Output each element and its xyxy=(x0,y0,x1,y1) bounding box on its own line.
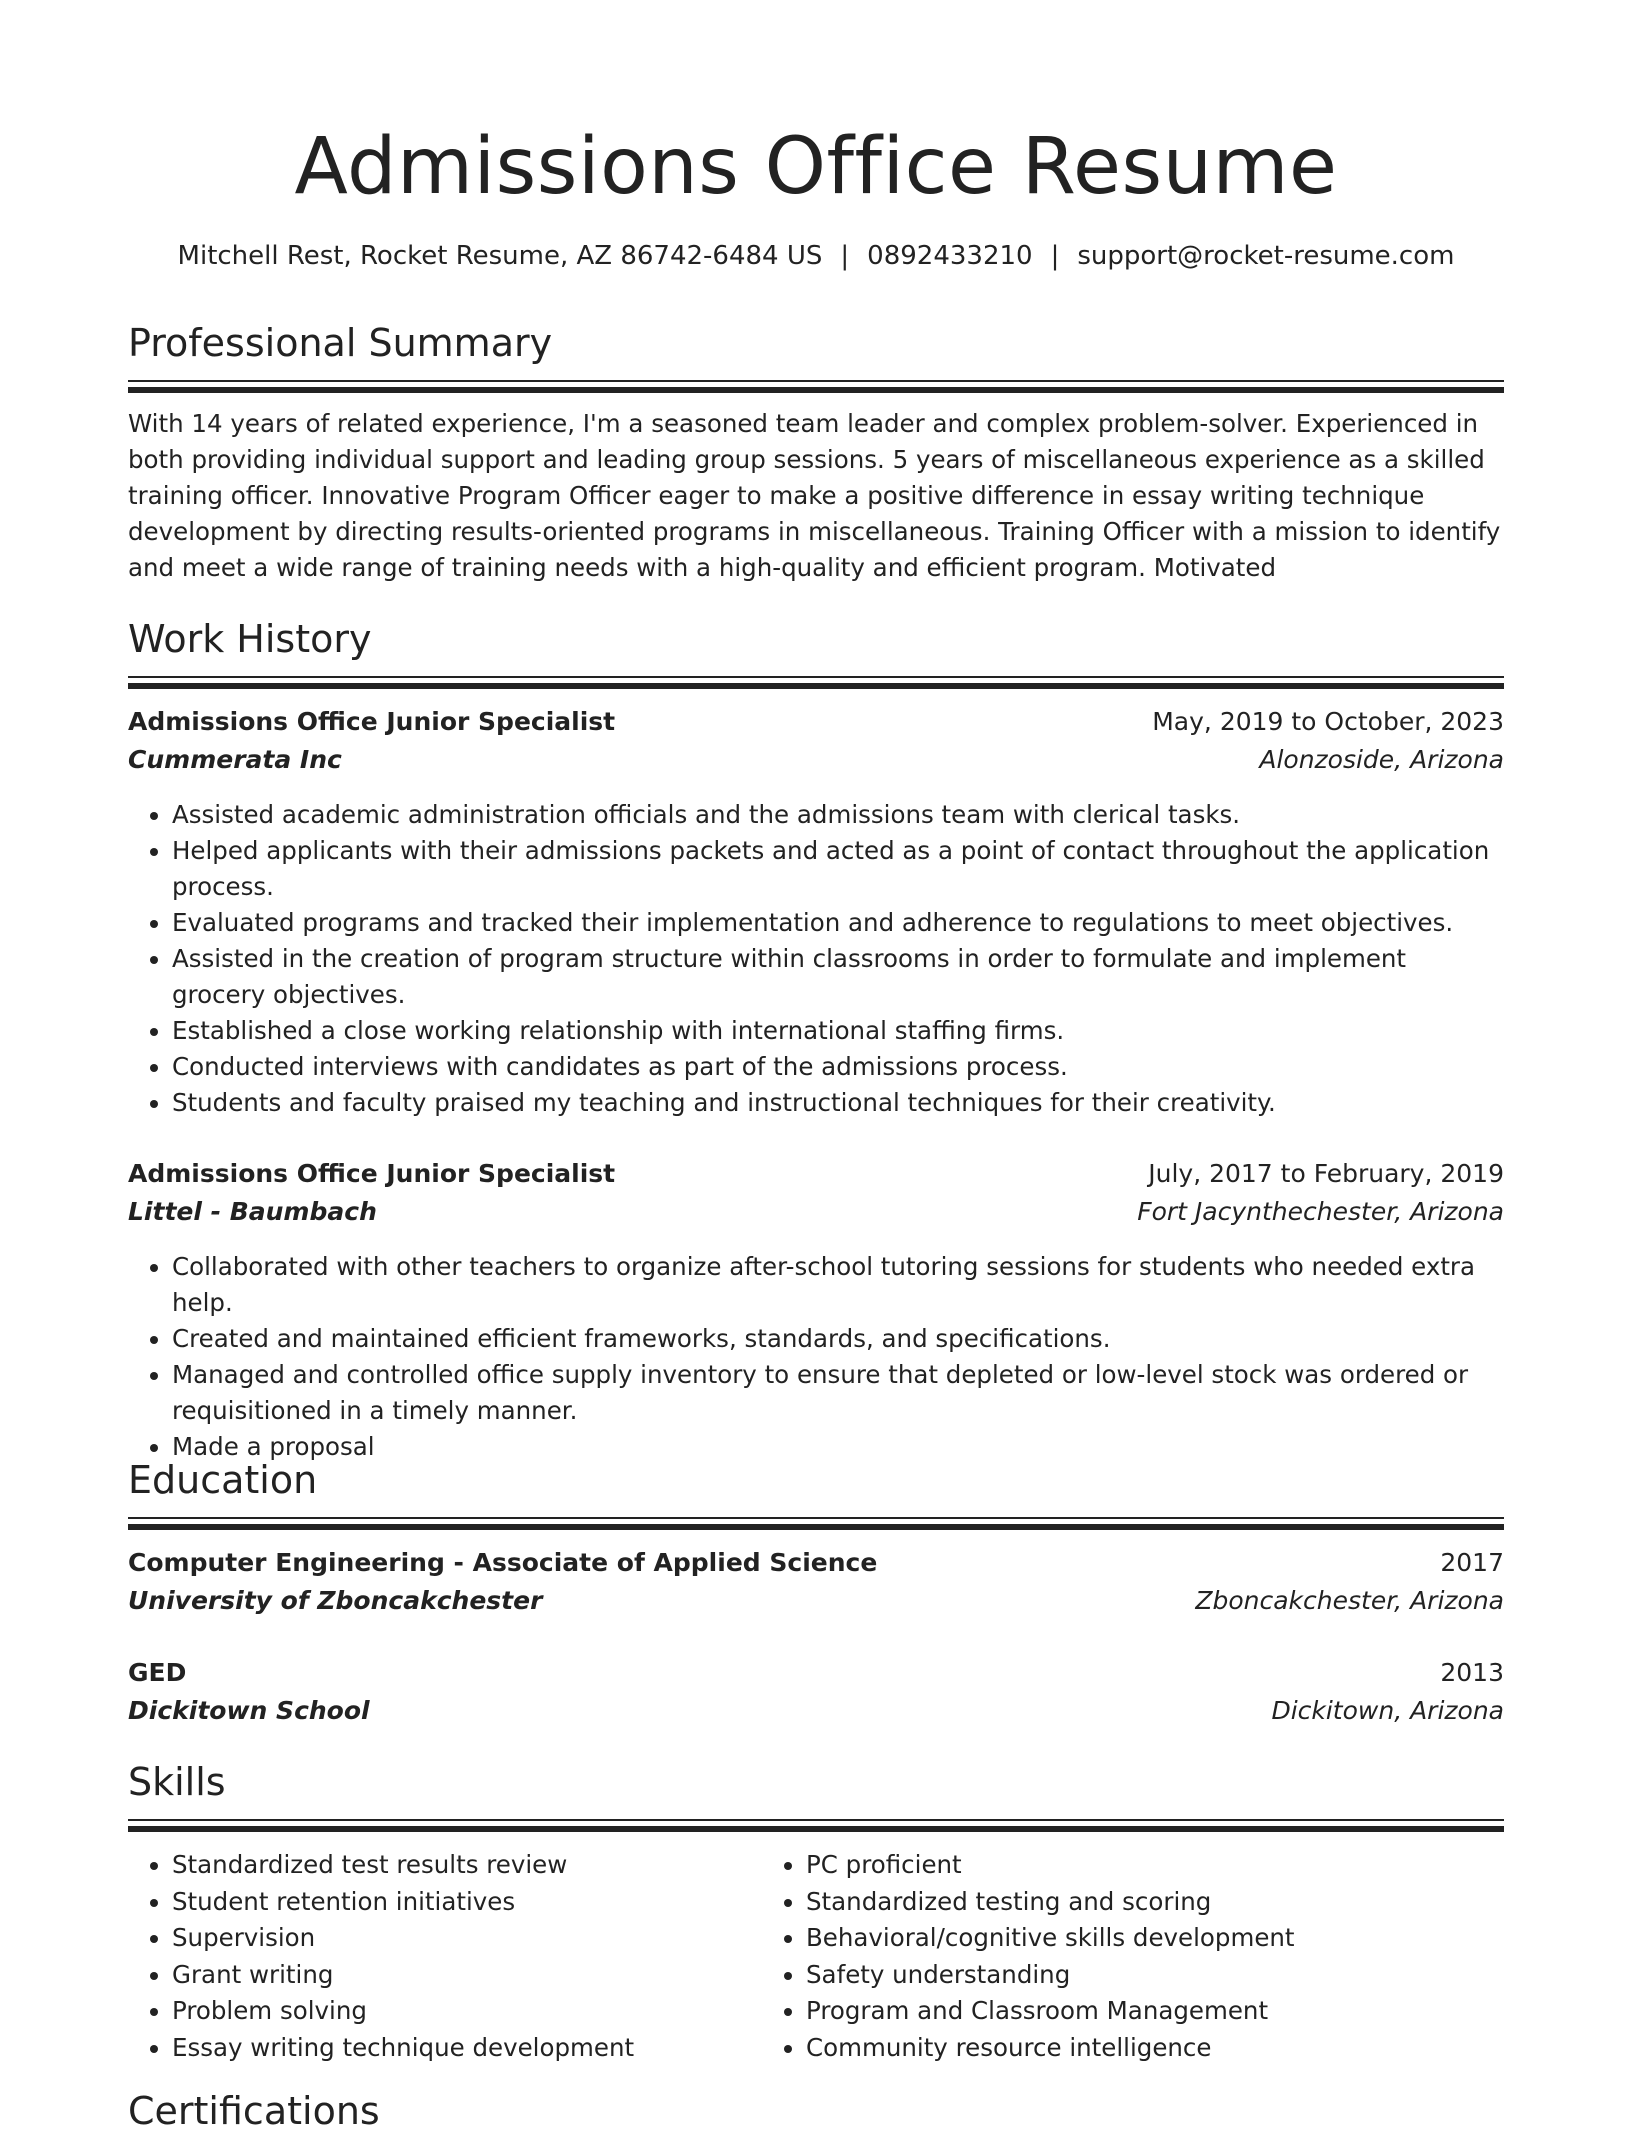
education-header-row xyxy=(128,1654,1504,1692)
job-entry xyxy=(128,1155,1504,1465)
list-item: • Made a proposal xyxy=(172,1429,1504,1465)
job-title: Admissions Office Junior Specialist xyxy=(128,707,616,736)
section-divider xyxy=(128,1524,1504,1530)
section-divider xyxy=(128,1517,1504,1519)
job-company-row xyxy=(128,1193,1504,1231)
skill-item: • Program and Classroom Management xyxy=(806,1993,1396,2030)
list-item: • Conducted interviews with candidates as part of the admissions process. xyxy=(172,1049,1504,1085)
skill-item: • Problem solving xyxy=(172,1993,762,2030)
summary-heading: Professional Summary xyxy=(128,321,553,365)
resume-title: Admissions Office Resume xyxy=(294,122,1338,212)
education-degree: Computer Engineering - Associate of Applied Science xyxy=(128,1548,878,1577)
skill-item: • Behavioral/cognitive skills development xyxy=(806,1920,1396,1957)
skill-item: • Standardized test results review xyxy=(172,1847,762,1884)
skill-item: • Standardized testing and scoring xyxy=(806,1884,1396,1921)
education-heading: Education xyxy=(128,1458,318,1502)
summary-section-header xyxy=(128,318,1504,393)
skills-section-header xyxy=(128,1757,1504,1832)
section-divider xyxy=(128,380,1504,382)
skills-list xyxy=(128,1847,1504,2066)
education-entry xyxy=(128,1654,1504,1730)
skill-item: • PC proficient xyxy=(806,1847,1396,1884)
education-year: 2013 xyxy=(1440,1658,1504,1687)
education-location: Dickitown, Arizona xyxy=(1271,1696,1504,1725)
education-section-header xyxy=(128,1455,1504,1530)
contact-email[interactable]: support@rocket-resume.com xyxy=(1077,241,1455,271)
section-divider xyxy=(128,676,1504,678)
list-item: • Established a close working relationship with international staffing firms. xyxy=(172,1013,1504,1049)
list-item: • Helped applicants with their admissions packets and acted as a point of contact throughout the application process. xyxy=(172,833,1504,905)
skills-column-left xyxy=(128,1847,762,2066)
skill-item: • Grant writing xyxy=(172,1957,762,1994)
education-school: University of Zboncakchester xyxy=(128,1586,543,1615)
job-company: Cummerata Inc xyxy=(128,745,342,774)
job-header-row xyxy=(128,1155,1504,1193)
list-item: • Assisted academic administration officials and the admissions team with clerical tasks. xyxy=(172,797,1504,833)
job-company: Littel - Baumbach xyxy=(128,1197,377,1226)
section-divider xyxy=(128,1819,1504,1821)
job-entry xyxy=(128,703,1504,1121)
section-divider xyxy=(128,683,1504,689)
list-item: • Evaluated programs and tracked their implementation and adherence to regulations to meet objectives. xyxy=(172,905,1504,941)
skills-heading: Skills xyxy=(128,1760,226,1804)
skill-item: • Supervision xyxy=(172,1920,762,1957)
list-item: • Created and maintained efficient frameworks, standards, and specifications. xyxy=(172,1321,1504,1357)
work-section-header xyxy=(128,614,1504,689)
education-degree: GED xyxy=(128,1658,187,1687)
education-school-row xyxy=(128,1582,1504,1620)
list-item: • Managed and controlled office supply inventory to ensure that depleted or low-level stock was ordered or requisitioned in a timely manner. xyxy=(172,1357,1504,1429)
skill-item: • Community resource intelligence xyxy=(806,2030,1396,2067)
contact-separator: | xyxy=(1050,241,1060,271)
job-location: Fort Jacynthechester, Arizona xyxy=(1137,1197,1504,1226)
list-item: • Collaborated with other teachers to organize after-school tutoring sessions for students who needed extra help. xyxy=(172,1249,1504,1321)
list-item: • Students and faculty praised my teaching and instructional techniques for their creativity. xyxy=(172,1085,1504,1121)
education-school-row xyxy=(128,1692,1504,1730)
contact-address: Mitchell Rest, Rocket Resume, AZ 86742-6484 US xyxy=(177,241,823,271)
contact-phone: 0892433210 xyxy=(867,241,1033,271)
skill-item: • Student retention initiatives xyxy=(172,1884,762,1921)
education-location: Zboncakchester, Arizona xyxy=(1195,1586,1504,1615)
education-entry xyxy=(128,1544,1504,1620)
job-bullets xyxy=(128,797,1504,1121)
section-divider xyxy=(128,387,1504,393)
skills-column-right xyxy=(762,1847,1396,2066)
certifications-heading: Certifications xyxy=(128,2089,380,2133)
job-company-row xyxy=(128,741,1504,779)
contact-line xyxy=(128,238,1504,274)
section-divider xyxy=(128,1826,1504,1832)
list-item: • Assisted in the creation of program structure within classrooms in order to formulate and implement grocery objectives. xyxy=(172,941,1504,1013)
work-heading: Work History xyxy=(128,617,372,661)
job-header-row xyxy=(128,703,1504,741)
education-school: Dickitown School xyxy=(128,1696,370,1725)
education-header-row xyxy=(128,1544,1504,1582)
education-year: 2017 xyxy=(1440,1548,1504,1577)
skill-item: • Essay writing technique development xyxy=(172,2030,762,2067)
job-bullets xyxy=(128,1249,1504,1465)
job-location: Alonzoside, Arizona xyxy=(1259,745,1504,774)
contact-separator: | xyxy=(840,241,850,271)
job-dates: July, 2017 to February, 2019 xyxy=(1148,1159,1504,1188)
skill-item: • Safety understanding xyxy=(806,1957,1396,1994)
summary-text: With 14 years of related experience, I'm a seasoned team leader and complex problem-solver. Experienced in both providing individual support and leading group sessions. 5 years of miscellaneous experience as a skilled training officer. Innovative Program Officer eager to make a positive difference in essay writing technique development by directing results-oriented programs in miscellaneous. Training Officer with a mission to identify and meet a wide range of training needs with a high-quality and efficient program. Motivated xyxy=(128,409,1501,582)
job-title: Admissions Office Junior Specialist xyxy=(128,1159,616,1188)
job-dates: May, 2019 to October, 2023 xyxy=(1152,707,1504,736)
